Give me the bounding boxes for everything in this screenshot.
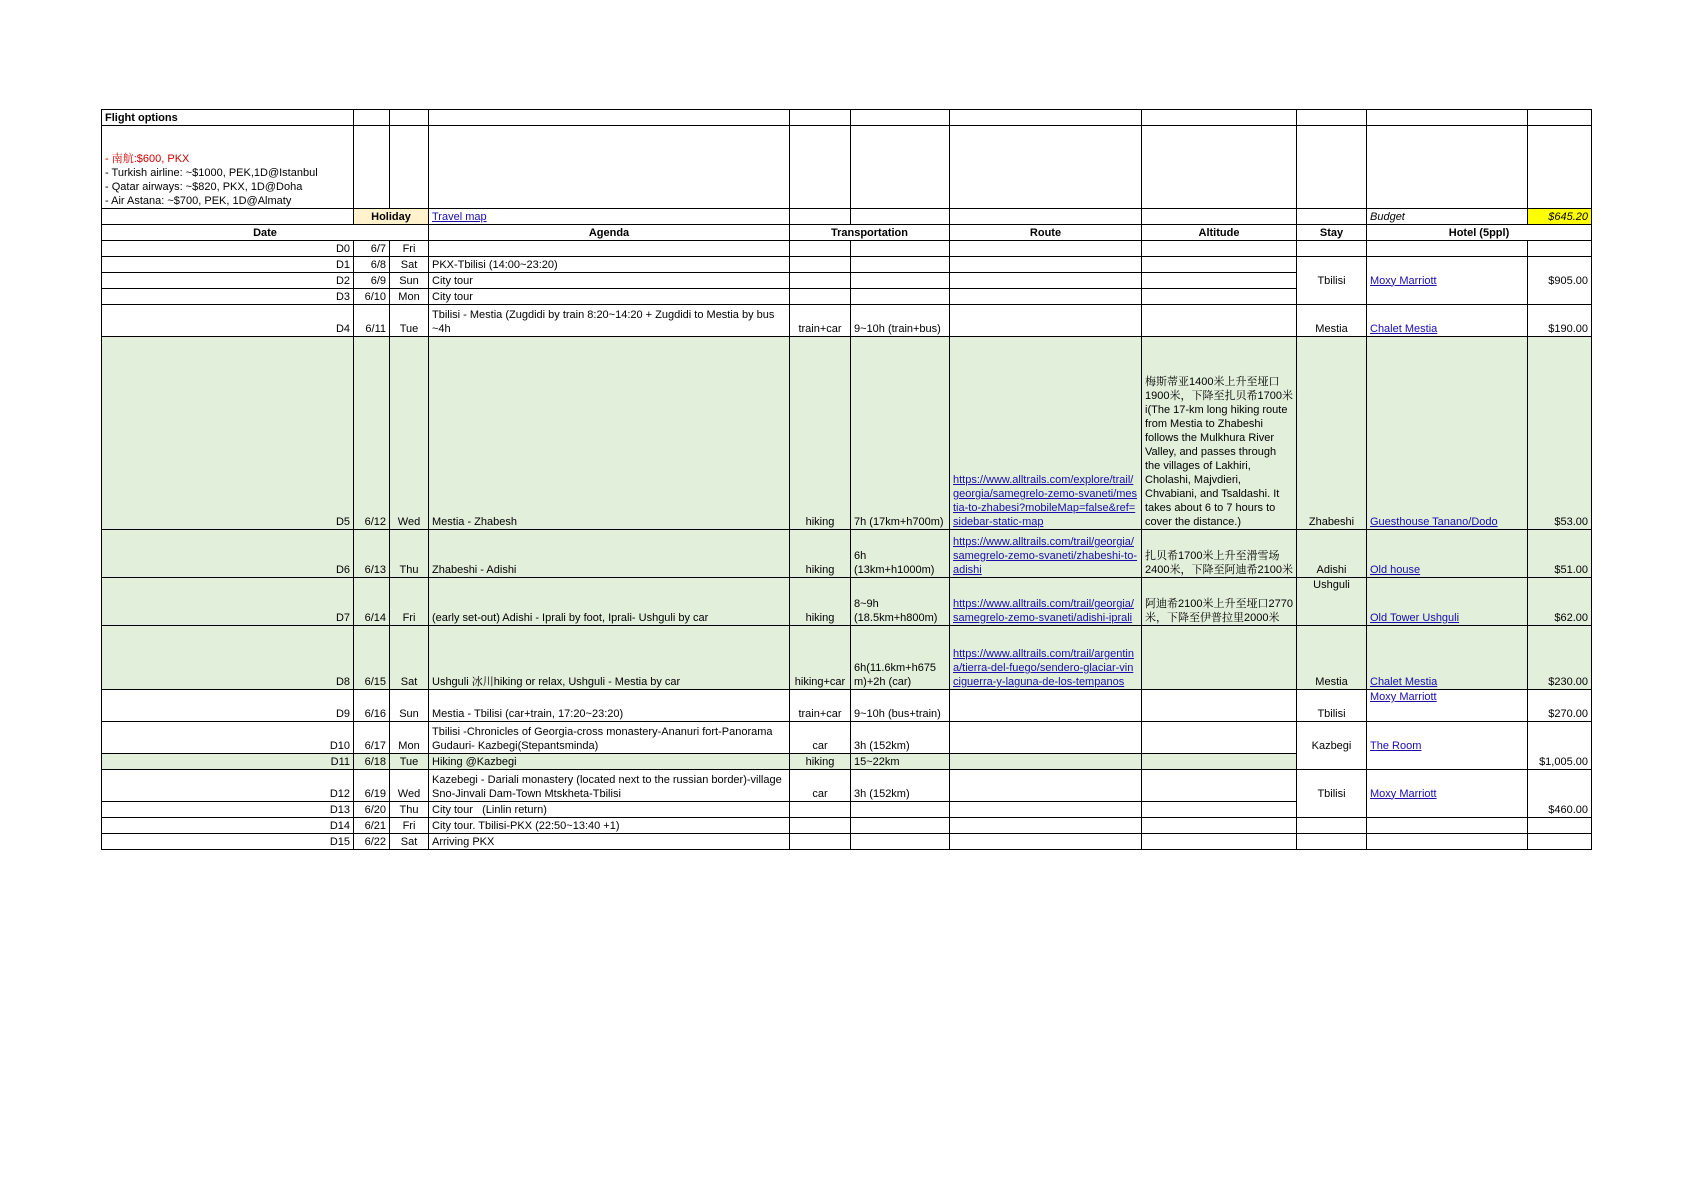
day-dow: Fri xyxy=(390,818,429,834)
day-row xyxy=(102,834,1592,850)
stay-city: Ushguli xyxy=(1297,578,1367,626)
day-agenda: PKX-Tbilisi (14:00~23:20) xyxy=(429,257,790,273)
header-route: Route xyxy=(950,225,1142,241)
day-agenda: Hiking @Kazbegi xyxy=(429,754,790,770)
day-label: D15 xyxy=(102,834,354,850)
day-label: D1 xyxy=(102,257,354,273)
day-date: 6/15 xyxy=(354,626,390,690)
day-dow: Fri xyxy=(390,241,429,257)
day-dow: Tue xyxy=(390,754,429,770)
day-label: D2 xyxy=(102,273,354,289)
day-label: D8 xyxy=(102,626,354,690)
day-mode: hiking xyxy=(790,578,851,626)
day-date: 6/16 xyxy=(354,690,390,722)
stay-city: Kazbegi xyxy=(1297,722,1367,770)
hotel-link[interactable]: Moxy Marriott xyxy=(1370,691,1437,703)
day-row xyxy=(102,722,1592,754)
hotel-link[interactable]: Old Tower Ushguli xyxy=(1370,612,1460,624)
day-dow: Mon xyxy=(390,722,429,754)
header-row xyxy=(102,225,1592,241)
hotel-link[interactable]: Guesthouse Tanano/Dodo xyxy=(1370,516,1498,528)
day-row xyxy=(102,690,1592,722)
day-date: 6/8 xyxy=(354,257,390,273)
header-hotel: Hotel (5ppl) xyxy=(1367,225,1592,241)
day-label: D10 xyxy=(102,722,354,754)
day-dow: Tue xyxy=(390,305,429,337)
day-label: D3 xyxy=(102,289,354,305)
day-row xyxy=(102,241,1592,257)
day-time: 3h (152km) xyxy=(851,722,950,754)
budget-label: Budget xyxy=(1367,209,1528,225)
day-dow: Sat xyxy=(390,626,429,690)
hotel-price: $460.00 xyxy=(1528,770,1592,818)
day-label: D14 xyxy=(102,818,354,834)
stay-city: Adishi xyxy=(1297,530,1367,578)
day-date: 6/22 xyxy=(354,834,390,850)
day-mode: car xyxy=(790,722,851,754)
hotel-price: $1,005.00 xyxy=(1528,722,1592,770)
day-mode: hiking xyxy=(790,530,851,578)
flight-options-list xyxy=(102,126,354,209)
header-agenda: Agenda xyxy=(429,225,790,241)
stay-city: Mestia xyxy=(1297,305,1367,337)
hotel-price: $53.00 xyxy=(1528,337,1592,530)
flight-option-1: - 南航:$600, PKX xyxy=(105,153,190,165)
header-altitude: Altitude xyxy=(1142,225,1297,241)
day-date: 6/17 xyxy=(354,722,390,754)
day-agenda: City tour (Linlin return) xyxy=(429,802,790,818)
day-mode: hiking xyxy=(790,754,851,770)
day-agenda: City tour. Tbilisi-PKX (22:50~13:40 +1) xyxy=(429,818,790,834)
hotel-price: $270.00 xyxy=(1528,690,1592,722)
day-label: D13 xyxy=(102,802,354,818)
day-label: D4 xyxy=(102,305,354,337)
day-date: 6/12 xyxy=(354,337,390,530)
day-agenda: (early set-out) Adishi - Iprali by foot, Iprali- Ushguli by car xyxy=(429,578,790,626)
flight-option-4: - Air Astana: ~$700, PEK, 1D@Almaty xyxy=(105,195,292,207)
day-label: D7 xyxy=(102,578,354,626)
day-date: 6/9 xyxy=(354,273,390,289)
stay-city: Tbilisi xyxy=(1297,770,1367,818)
hotel-link[interactable]: The Room xyxy=(1370,739,1422,752)
flight-options-title: Flight options xyxy=(102,110,354,126)
day-date: 6/11 xyxy=(354,305,390,337)
travel-map-link[interactable]: Travel map xyxy=(432,211,487,223)
day-row xyxy=(102,257,1592,273)
day-time: 9~10h (train+bus) xyxy=(851,305,950,337)
stay-city: Tbilisi xyxy=(1297,257,1367,305)
hotel-price: $51.00 xyxy=(1528,530,1592,578)
hotel-link[interactable]: Chalet Mestia xyxy=(1370,323,1438,335)
day-agenda: Mestia - Zhabesh xyxy=(429,337,790,530)
day-altitude: 阿迪希2100米上升至垭口2770米，下降至伊普拉里2000米 xyxy=(1142,578,1297,626)
day-dow: Wed xyxy=(390,337,429,530)
day-date: 6/20 xyxy=(354,802,390,818)
day-mode: train+car xyxy=(790,305,851,337)
day-date: 6/21 xyxy=(354,818,390,834)
hotel-price: $230.00 xyxy=(1528,626,1592,690)
day-agenda: Tbilisi -Chronicles of Georgia-cross monastery-Ananuri fort-Panorama Gudauri- Kazbegi(Stepantsminda) xyxy=(429,722,790,754)
day-agenda: Ushguli 冰川hiking or relax, Ushguli - Mestia by car xyxy=(429,626,790,690)
hotel-link[interactable]: Moxy Marriott xyxy=(1370,787,1437,800)
day-altitude: 扎贝希1700米上升至滑雪场2400米，下降至阿迪希2100米 xyxy=(1142,530,1297,578)
day-dow: Thu xyxy=(390,530,429,578)
route-link[interactable]: https://www.alltrails.com/explore/trail/georgia/samegrelo-zemo-svaneti/mestia-to-zhabesi?mobileMap=false&ref=sidebar-static-map xyxy=(953,474,1138,528)
day-agenda: Kazebegi - Dariali monastery (located next to the russian border)-village Sno-Jinvali Dam-Town Mtskheta-Tbilisi xyxy=(429,770,790,802)
day-agenda: Mestia - Tbilisi (car+train, 17:20~23:20) xyxy=(429,690,790,722)
day-row xyxy=(102,530,1592,578)
day-agenda xyxy=(429,241,790,257)
day-agenda: Tbilisi - Mestia (Zugdidi by train 8:20~14:20 + Zugdidi to Mestia by bus ~4h xyxy=(429,305,790,337)
day-dow: Sat xyxy=(390,257,429,273)
day-label: D11 xyxy=(102,754,354,770)
day-agenda: City tour xyxy=(429,289,790,305)
day-row xyxy=(102,305,1592,337)
day-time: 6h (13km+h1000m) xyxy=(851,530,950,578)
route-link[interactable]: https://www.alltrails.com/trail/georgia/samegrelo-zemo-svaneti/adishi-iprali xyxy=(953,598,1134,624)
hotel-price: $905.00 xyxy=(1528,257,1592,305)
day-agenda: Zhabeshi - Adishi xyxy=(429,530,790,578)
day-mode: train+car xyxy=(790,690,851,722)
day-mode: hiking+car xyxy=(790,626,851,690)
day-dow: Fri xyxy=(390,578,429,626)
route-link[interactable]: https://www.alltrails.com/trail/georgia/samegrelo-zemo-svaneti/zhabeshi-to-adishi xyxy=(953,536,1138,576)
day-mode: hiking xyxy=(790,337,851,530)
hotel-price: $190.00 xyxy=(1528,305,1592,337)
stay-city: Mestia xyxy=(1297,626,1367,690)
day-dow: Sun xyxy=(390,273,429,289)
day-time: 3h (152km) xyxy=(851,770,950,802)
day-time: 15~22km xyxy=(851,754,950,770)
hotel-price: $62.00 xyxy=(1528,578,1592,626)
day-date: 6/13 xyxy=(354,530,390,578)
day-agenda: City tour xyxy=(429,273,790,289)
hotel-link[interactable]: Old house xyxy=(1370,564,1421,576)
day-time: 9~10h (bus+train) xyxy=(851,690,950,722)
day-label: D12 xyxy=(102,770,354,802)
day-dow: Wed xyxy=(390,770,429,802)
header-stay: Stay xyxy=(1297,225,1367,241)
day-dow: Thu xyxy=(390,802,429,818)
day-date: 6/14 xyxy=(354,578,390,626)
day-dow: Sun xyxy=(390,690,429,722)
stay-city: Zhabeshi xyxy=(1297,337,1367,530)
day-row xyxy=(102,770,1592,802)
day-time: 8~9h (18.5km+h800m) xyxy=(851,578,950,626)
day-row xyxy=(102,818,1592,834)
route-link[interactable]: https://www.alltrails.com/trail/argentina/tierra-del-fuego/sendero-glaciar-vinciguerra-y-laguna-de-los-tempanos xyxy=(953,648,1134,688)
hotel-link[interactable]: Moxy Marriott xyxy=(1370,274,1437,287)
header-date: Date xyxy=(102,225,429,241)
day-agenda: Arriving PKX xyxy=(429,834,790,850)
day-time: 7h (17km+h700m) xyxy=(851,337,950,530)
day-time: 6h(11.6km+h675m)+2h (car) xyxy=(851,626,950,690)
day-row xyxy=(102,626,1592,690)
day-label: D9 xyxy=(102,690,354,722)
day-altitude: 梅斯蒂亚1400米上升至垭口1900米，下降至扎贝希1700米i(The 17-km long hiking route from Mestia to Zhabeshi follows the Mulkhura River Valley, and passes through the villages of Lakhiri, Cholashi, Majvdieri, Chvabiani, and Tsaldashi. It takes about 6 to 7 hours to cover the distance.) xyxy=(1142,337,1297,530)
day-date: 6/7 xyxy=(354,241,390,257)
stay-city: Tbilisi xyxy=(1297,690,1367,722)
hotel-link[interactable]: Chalet Mestia xyxy=(1370,676,1438,688)
budget-value: $645.20 xyxy=(1528,209,1592,225)
flight-option-3: - Qatar airways: ~$820, PKX, 1D@Doha xyxy=(105,181,303,193)
day-date: 6/18 xyxy=(354,754,390,770)
day-label: D5 xyxy=(102,337,354,530)
day-row xyxy=(102,337,1592,530)
day-label: D0 xyxy=(102,241,354,257)
itinerary-sheet xyxy=(101,109,1592,850)
day-date: 6/19 xyxy=(354,770,390,802)
day-date: 6/10 xyxy=(354,289,390,305)
day-dow: Sat xyxy=(390,834,429,850)
header-transportation: Transportation xyxy=(790,225,950,241)
day-row xyxy=(102,578,1592,626)
day-dow: Mon xyxy=(390,289,429,305)
day-mode: car xyxy=(790,770,851,802)
day-label: D6 xyxy=(102,530,354,578)
holiday-label: Holiday xyxy=(354,209,429,225)
flight-option-2: - Turkish airline: ~$1000, PEK,1D@Istanbul xyxy=(105,167,318,179)
